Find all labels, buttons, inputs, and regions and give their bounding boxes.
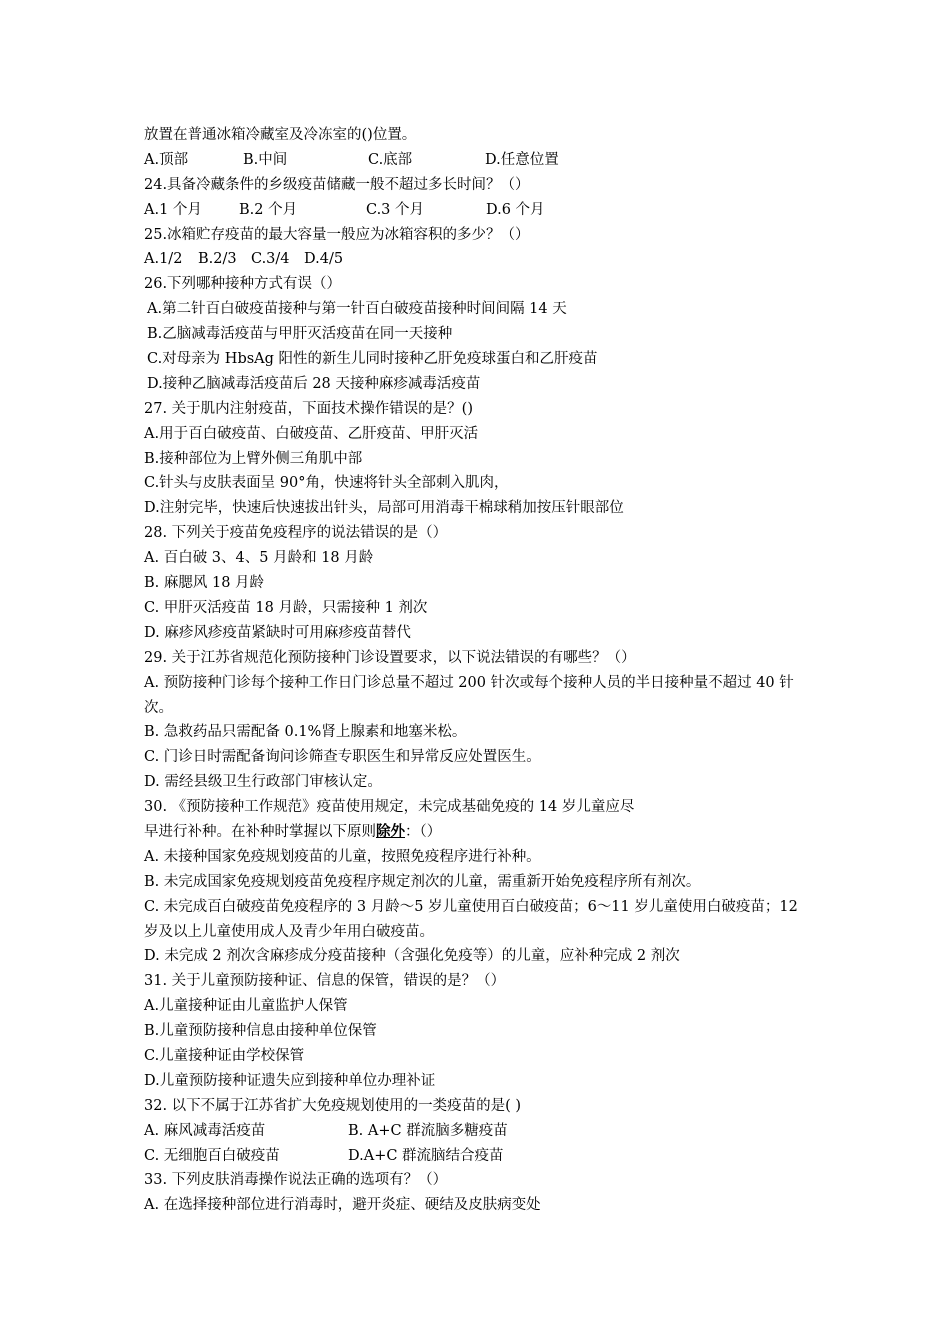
question-27-option-a: A.用于百白破疫苗、白破疫苗、乙肝疫苗、甲肝灭活 [144, 425, 479, 442]
question-30-emphasis: 除外 [376, 822, 405, 840]
question-31-option-b: B.儿童预防接种信息由接种单位保管 [144, 1023, 377, 1040]
question-30-option-b: B. 未完成国家免疫规划疫苗免疫程序规定剂次的儿童，需重新开始免疫程序所有剂次。 [144, 873, 701, 890]
question-29-option-d: D. 需经县级卫生行政部门审核认定。 [144, 774, 382, 791]
option-a: A.1 个月 [144, 201, 202, 218]
option-d: D.4/5 [304, 251, 344, 268]
option-b: B. A+C 群流脑多糖疫苗 [348, 1122, 508, 1139]
question-30-line-1: 30. 《预防接种工作规范》疫苗使用规定，未完成基础免疫的 14 岁儿童应尽 [144, 799, 635, 816]
question-29-option-c: C. 门诊日时需配备询问诊筛查专职医生和异常反应处置医生。 [144, 749, 541, 766]
question-24-options [144, 198, 812, 223]
option-c: C. 无细胞百白破疫苗 [144, 1147, 280, 1164]
question-23-tail: 放置在普通冰箱冷藏室及冷冻室的()位置。 [144, 127, 417, 143]
option-c: C.3/4 [251, 251, 290, 268]
question-31-option-c: C.儿童接种证由学校保管 [144, 1048, 305, 1065]
question-29-option-a: A. 预防接种门诊每个接种工作日门诊总量不超过 200 针次或每个接种人员的半日接种量不超过 40 针次。 [144, 674, 794, 716]
option-c: C.3 个月 [366, 201, 425, 218]
question-30-text: 早进行补种。在补种时掌握以下原则 [144, 823, 376, 840]
question-27-option-c: C.针头与皮肤表面呈 90°角，快速将针头全部刺入肌肉， [144, 475, 509, 492]
question-28-option-a: A. 百白破 3、4、5 月龄和 18 月龄 [144, 550, 374, 567]
question-32-options-ab [144, 1119, 812, 1144]
question-29-option-b: B. 急救药品只需配备 0.1%肾上腺素和地塞米松。 [144, 724, 467, 741]
question-28-option-c: C. 甲肝灭活疫苗 18 月龄，只需接种 1 剂次 [144, 599, 428, 616]
question-25: 25.冰箱贮存疫苗的最大容量一般应为冰箱容积的多少？（） [144, 226, 530, 243]
question-30-line-2 [144, 820, 812, 845]
option-b: B.2/3 [198, 251, 237, 268]
question-26-option-d: D.接种乙脑减毒活疫苗后 28 天接种麻疹减毒活疫苗 [147, 375, 481, 392]
question-31: 31. 关于儿童预防接种证、信息的保管，错误的是？（） [144, 973, 506, 990]
option-a: A.1/2 [144, 251, 183, 268]
question-23-options [144, 148, 812, 173]
question-33: 33. 下列皮肤消毒操作说法正确的选项有？（） [144, 1172, 448, 1189]
question-27: 27. 关于肌内注射疫苗，下面技术操作错误的是？() [144, 400, 473, 417]
question-33-option-a: A. 在选择接种部位进行消毒时，避开炎症、硬结及皮肤病变处 [144, 1197, 541, 1214]
question-28-option-b: B. 麻腮风 18 月龄 [144, 575, 265, 592]
question-29: 29. 关于江苏省规范化预防接种门诊设置要求，以下说法错误的有哪些？（） [144, 649, 636, 666]
question-28: 28. 下列关于疫苗免疫程序的说法错误的是（） [144, 525, 448, 542]
option-d: D.A+C 群流脑结合疫苗 [348, 1147, 504, 1164]
question-26-option-c: C.对母亲为 HbsAg 阳性的新生儿同时接种乙肝免疫球蛋白和乙肝疫苗 [147, 351, 598, 368]
question-30-option-d: D. 未完成 2 剂次含麻疹成分疫苗接种（含强化免疫等）的儿童，应补种完成 2 剂次 [144, 948, 680, 965]
question-26: 26.下列哪种接种方式有误（） [144, 276, 342, 293]
question-30-option-a: A. 未接种国家免疫规划疫苗的儿童，按照免疫程序进行补种。 [144, 848, 541, 865]
question-27-option-b: B.接种部位为上臂外侧三角肌中部 [144, 450, 363, 467]
option-b: B.中间 [243, 151, 288, 168]
option-c: C.底部 [368, 151, 413, 168]
option-a: A.顶部 [144, 151, 189, 168]
question-25-options [144, 247, 812, 272]
question-28-option-d: D. 麻疹风疹疫苗紧缺时可用麻疹疫苗替代 [144, 624, 411, 641]
option-d: D.任意位置 [485, 151, 559, 168]
option-b: B.2 个月 [239, 201, 298, 218]
question-31-option-a: A.儿童接种证由儿童监护人保管 [144, 998, 348, 1015]
question-24: 24.具备冷藏条件的乡级疫苗储藏一般不超过多长时间？（） [144, 176, 530, 193]
question-26-option-b: B.乙脑减毒活疫苗与甲肝灭活疫苗在同一天接种 [147, 326, 453, 343]
document-page [144, 123, 812, 1218]
option-d: D.6 个月 [486, 201, 545, 218]
question-27-option-d: D.注射完毕，快速后快速拔出针头，局部可用消毒干棉球稍加按压针眼部位 [144, 500, 624, 517]
question-32-options-cd [144, 1144, 812, 1169]
question-31-option-d: D.儿童预防接种证遗失应到接种单位办理补证 [144, 1072, 436, 1089]
option-a: A. 麻风减毒活疫苗 [144, 1122, 266, 1139]
question-30-option-c: C. 未完成百白破疫苗免疫程序的 3 月龄～5 岁儿童使用百白破疫苗；6～11 岁儿童使用白破疫苗；12 岁及以上儿童使用成人及青少年用白破疫苗。 [144, 898, 798, 940]
question-32: 32. 以下不属于江苏省扩大免疫规划使用的一类疫苗的是( ) [144, 1097, 522, 1114]
question-30-blank: ：（） [405, 823, 442, 840]
question-26-option-a: A.第二针百白破疫苗接种与第一针百白破疫苗接种时间间隔 14 天 [147, 301, 567, 318]
